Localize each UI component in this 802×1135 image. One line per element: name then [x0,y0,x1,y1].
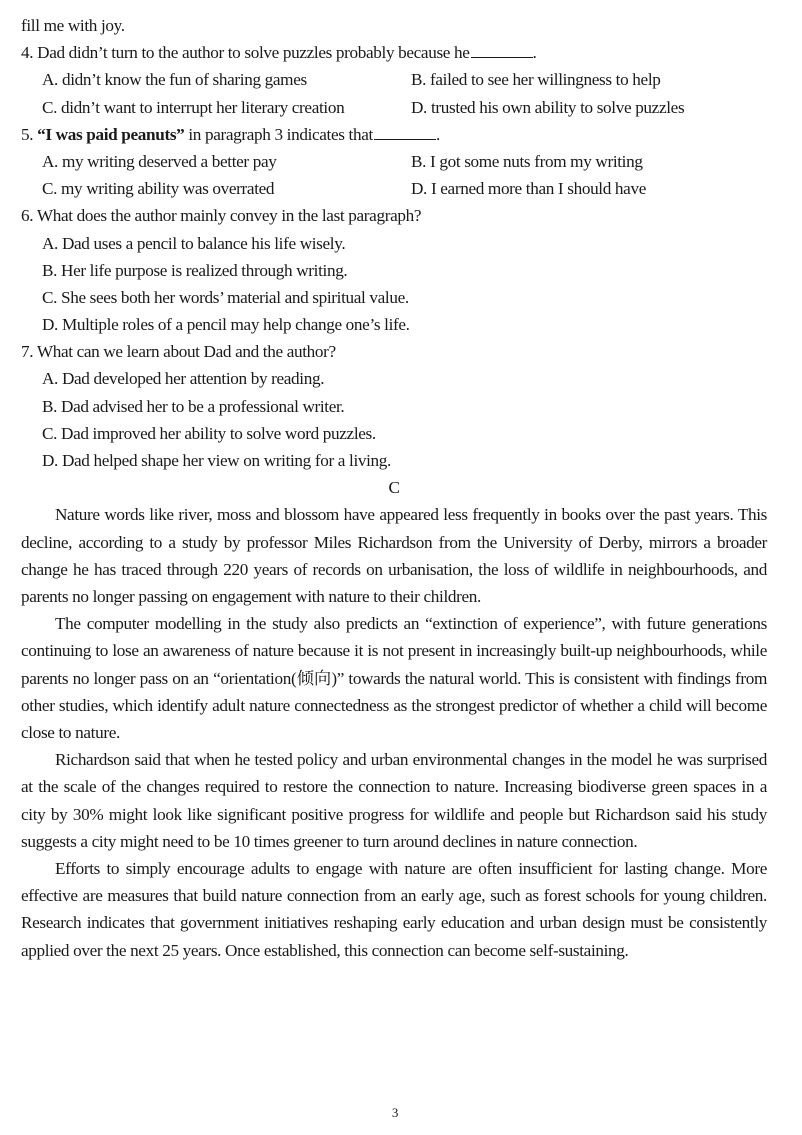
option-a: A. Dad uses a pencil to balance his life wisely. [42,233,346,253]
stem-quote: “I was paid peanuts” [37,124,185,144]
option-a: A. my writing deserved a better pay [42,151,277,171]
stem-text: in paragraph 3 indicates that [184,124,373,144]
option-c: C. Dad improved her ability to solve word puzzles. [42,423,376,443]
page-number: 3 [391,1105,399,1120]
options-row [21,175,767,202]
question-5 [21,121,767,203]
question-7 [21,338,767,474]
option-d: D. trusted his own ability to solve puzzles [411,97,685,117]
passage-paragraph: Efforts to simply encourage adults to engage with nature are often insufficient for lasting change. More effective are measures that build nature connection from an early age, such as forest schools for young children. Research indicates that government initiatives reshaping early education and urban design must be consistently applied over the next 25 years. Once established, this connection can become self-sustaining. [21,859,767,960]
option-c: C. didn’t want to interrupt her literary creation [42,97,345,117]
option-b: B. I got some nuts from my writing [411,151,643,171]
exam-page [21,12,767,964]
answer-blank [374,122,436,140]
option-d: D. I earned more than I should have [411,179,646,199]
question-stem: 6. What does the author mainly convey in the last paragraph? [21,206,422,226]
options-row [21,94,767,121]
option-b: B. Her life purpose is realized through writing. [42,260,348,280]
option-b: B. Dad advised her to be a professional writer. [42,396,345,416]
option-c: C. my writing ability was overrated [42,179,275,199]
question-stem: 7. What can we learn about Dad and the author? [21,342,336,362]
option-c: C. She sees both her words’ material and spiritual value. [42,287,409,307]
options-row [21,148,767,175]
question-4 [21,39,767,121]
option-b: B. failed to see her willingness to help [411,70,661,90]
options-row [21,66,767,93]
answer-blank [471,40,533,58]
option-a: A. didn’t know the fun of sharing games [42,70,307,90]
stem-end: . [532,43,537,63]
passage-paragraph: Nature words like river, moss and blossom have appeared less frequently in books over the past years. This decline, according to a study by professor Miles Richardson from the University of Derby, mirrors a broader change he has traced through 220 years of records on urbanisation, the loss of wildlife in neighbourhoods, and parents no longer passing on engagement with nature to their children. [21,505,767,606]
stem-end: . [435,124,440,144]
section-heading: C [388,478,400,498]
option-d: D. Multiple roles of a pencil may help change one’s life. [42,315,410,335]
stem-text: 4. Dad didn’t turn to the author to solve puzzles probably because he [21,43,470,63]
question-stem [21,39,767,66]
continuation-text: fill me with joy. [21,16,125,35]
passage-paragraph: Richardson said that when he tested policy and urban environmental changes in the model he was surprised at the scale of the changes required to restore the connection to nature. Increasing biodiverse green spaces in a city by 30% might look like significant positive progress for wildlife and people but Richardson said his study suggests a city might need to be 10 times greener to turn around declines in nature connection. [21,750,767,851]
question-stem [21,121,767,148]
question-6 [21,202,767,338]
stem-prefix: 5. [21,124,38,144]
passage-paragraph: The computer modelling in the study also predicts an “extinction of experience”, with future generations continuing to lose an awareness of nature because it is not present in increasingly built-up neighbourhoods, while parents no longer pass on an “orientation(倾向)” towards the natural world. This is consistent with findings from other studies, which identify adult nature connectedness as the strongest predictor of whether a child will become close to nature. [21,614,767,742]
option-d: D. Dad helped shape her view on writing for a living. [42,451,391,470]
option-a: A. Dad developed her attention by reading. [42,369,325,389]
